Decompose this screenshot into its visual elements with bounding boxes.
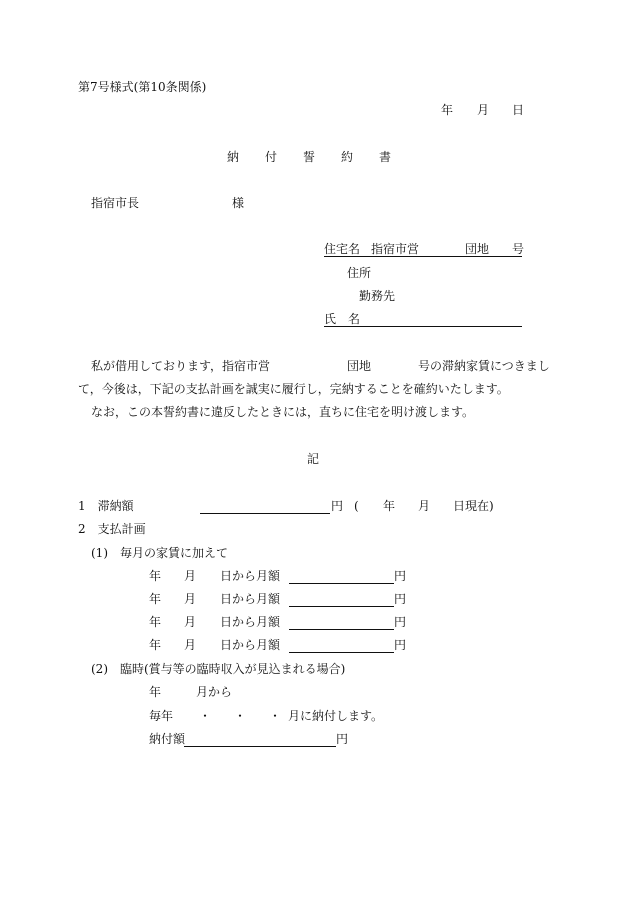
extra-year: 年 (149, 685, 162, 699)
date-day-label: 日 (512, 103, 525, 117)
monthly-row-year: 年 (149, 569, 162, 583)
title-char: 書 (379, 150, 392, 164)
monthly-row-from: 日から月額 (220, 638, 281, 652)
pay-amount-label: 納付額 (149, 732, 186, 746)
section1-current: 日現在) (453, 499, 494, 513)
monthly-row-from: 日から月額 (220, 615, 281, 629)
monthly-row-yen: 円 (394, 638, 407, 652)
pay-month-text: 月に納付します。 (288, 709, 384, 723)
monthly-row-yen: 円 (394, 592, 407, 606)
section1-label: 1 滞納額 (78, 499, 134, 513)
section1-open-paren: ( (354, 499, 359, 513)
every-year-label: 毎年 (149, 709, 174, 723)
body-line-2: て，今後は，下記の支払計画を誠実に履行し，完納することを確約いたします。 (78, 382, 509, 396)
monthly-row-year: 年 (149, 638, 162, 652)
section1-yen: 円 (331, 499, 344, 513)
address-label: 住所 (347, 266, 372, 280)
housing-danchi: 団地 (465, 242, 490, 256)
housing-label: 住宅名 (324, 242, 361, 256)
body-line-1c: 号の滞納家賃につきまし (418, 359, 550, 373)
monthly-row-from: 日から月額 (220, 592, 281, 606)
form-number: 第7号様式(第10条関係) (78, 80, 207, 94)
monthly-amount-line (289, 638, 394, 653)
section1-year: 年 (383, 499, 396, 513)
monthly-row-month: 月 (184, 569, 197, 583)
monthly-amount-line (289, 615, 394, 630)
housing-go: 号 (512, 242, 525, 256)
sub1-label: (1) 毎月の家賃に加えて (91, 546, 228, 560)
pay-amount-line (184, 732, 336, 747)
title-char: 誓 (303, 150, 316, 164)
date-month-label: 月 (477, 103, 490, 117)
month-separator-dot: ・ (234, 709, 247, 723)
extra-month-from: 月から (196, 685, 233, 699)
addressee-name: 指宿市長 (91, 196, 140, 210)
monthly-row-from: 日から月額 (220, 569, 281, 583)
title-char: 納 (227, 150, 240, 164)
title-char: 付 (265, 150, 278, 164)
section2-label: 2 支払計画 (78, 522, 146, 536)
monthly-amount-line (289, 569, 394, 584)
body-line-1b: 団地 (347, 359, 372, 373)
monthly-row-month: 月 (184, 615, 197, 629)
date-year-label: 年 (441, 103, 454, 117)
monthly-row-year: 年 (149, 592, 162, 606)
body-line-3: なお，この本誓約書に違反したときには，直ちに住宅を明け渡します。 (91, 405, 475, 419)
title-char: 約 (341, 150, 354, 164)
section1-month: 月 (418, 499, 431, 513)
workplace-label: 勤務先 (359, 289, 396, 303)
housing-city: 指宿市営 (371, 242, 420, 256)
month-separator-dot: ・ (199, 709, 212, 723)
applicant-name-label: 氏 名 (324, 312, 361, 326)
monthly-row-yen: 円 (394, 569, 407, 583)
monthly-row-year: 年 (149, 615, 162, 629)
ki-heading: 記 (307, 452, 320, 466)
addressee-honorific: 様 (232, 196, 245, 210)
month-separator-dot: ・ (269, 709, 282, 723)
body-line-1a: 私が借用しております，指宿市営 (91, 359, 271, 373)
monthly-amount-line (289, 592, 394, 607)
arrears-amount-line (200, 499, 330, 514)
sub2-label: (2) 臨時(賞与等の臨時収入が見込まれる場合) (91, 662, 346, 676)
pay-amount-yen: 円 (336, 732, 349, 746)
monthly-row-month: 月 (184, 638, 197, 652)
monthly-row-month: 月 (184, 592, 197, 606)
monthly-row-yen: 円 (394, 615, 407, 629)
